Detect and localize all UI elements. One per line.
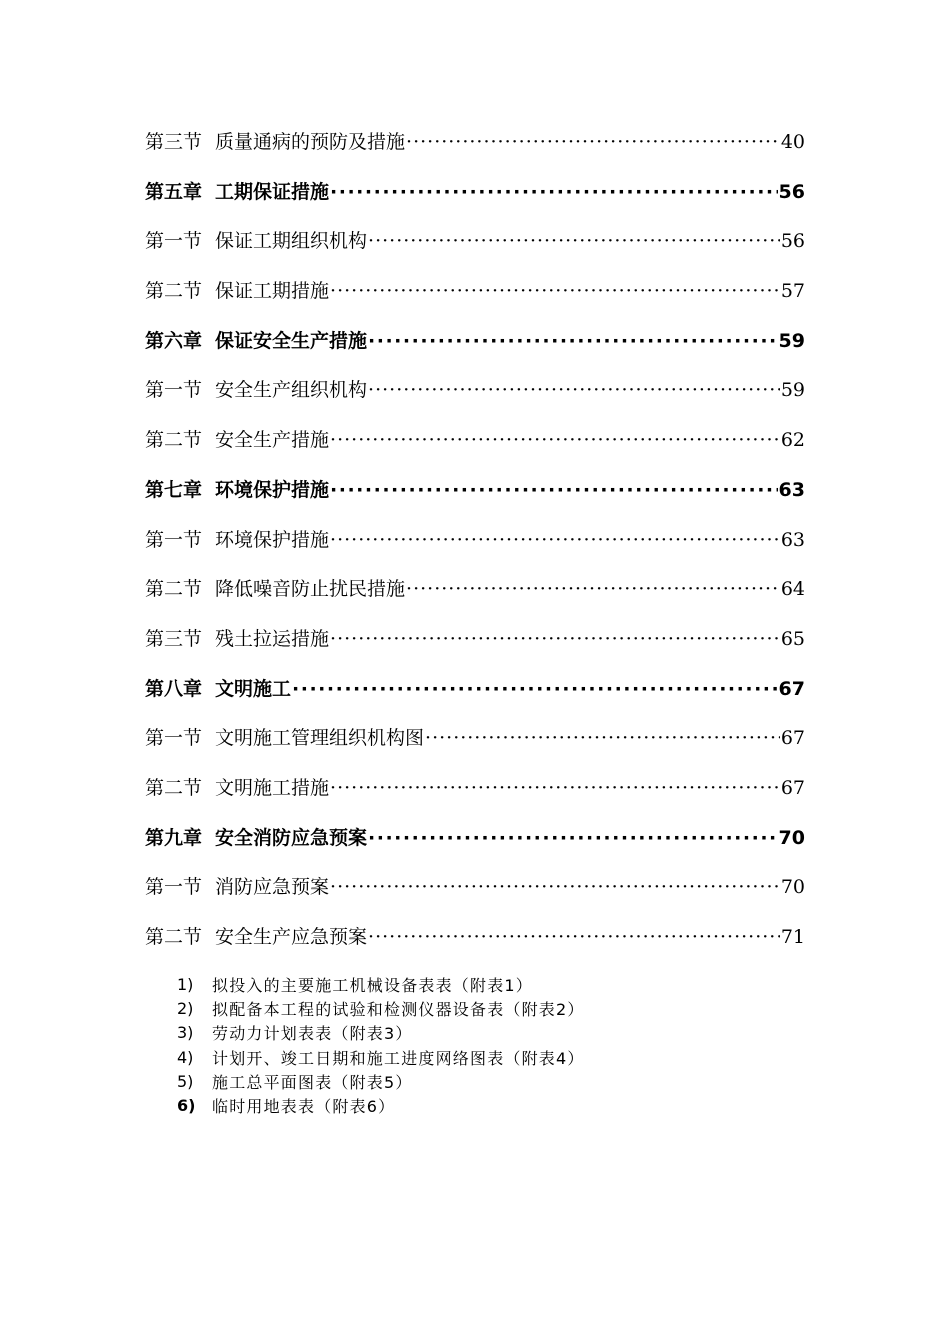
dot-leader (368, 230, 780, 252)
dot-leader (292, 678, 778, 700)
appendix-item (177, 972, 737, 996)
toc-entry-page: 64 (780, 578, 805, 601)
toc-entry-label: 第七章 (145, 478, 203, 501)
toc-chapter-entry[interactable] (145, 326, 805, 376)
toc-entry-page: 70 (778, 826, 805, 849)
toc-entry-title: 环境保护措施 (215, 528, 330, 551)
toc-entry-title: 安全生产应急预案 (215, 926, 368, 948)
toc-entry-page: 63 (778, 478, 805, 501)
toc-entry-page: 56 (780, 230, 805, 253)
toc-entry-page: 57 (780, 280, 805, 303)
appendix-item-number: 5) (177, 1071, 194, 1091)
toc-chapter-entry[interactable] (145, 823, 805, 873)
toc-chapter-entry[interactable] (145, 475, 805, 525)
appendix-item (177, 1045, 737, 1069)
toc-entry-page: 62 (780, 429, 805, 452)
toc-entry-page: 67 (780, 727, 805, 750)
toc-chapter-entry[interactable] (145, 177, 805, 227)
toc-entry-title: 质量通病的预防及措施 (215, 131, 406, 153)
toc-entry-title: 文明施工 (215, 677, 292, 700)
toc-entry-label: 第八章 (145, 677, 203, 700)
toc-entry-label: 第二节 (145, 429, 203, 452)
toc-entry[interactable] (145, 375, 805, 425)
toc-entry-label: 第一节 (145, 528, 203, 551)
toc-entry-label: 第一节 (145, 727, 203, 750)
appendix-list (177, 972, 737, 1118)
toc-entry-page: 40 (780, 131, 805, 153)
toc-entry-title: 保证安全生产措施 (215, 329, 368, 352)
toc-entry[interactable] (145, 624, 805, 674)
appendix-item-text: 拟投入的主要施工机械设备表表（附表1） (212, 975, 533, 995)
appendix-item (177, 1069, 737, 1093)
dot-leader (368, 827, 778, 849)
toc-entry-label: 第一节 (145, 230, 203, 253)
appendix-item-text: 拟配备本工程的试验和检测仪器设备表（附表2） (212, 999, 585, 1019)
dot-leader (330, 777, 780, 799)
toc-entry[interactable] (145, 276, 805, 326)
toc-chapter-entry[interactable] (145, 674, 805, 724)
toc-entry-page: 56 (778, 180, 805, 203)
toc-entry-title: 安全生产措施 (215, 429, 330, 452)
toc-entry[interactable] (145, 723, 805, 773)
dot-leader (330, 181, 778, 203)
toc-entry-page: 67 (780, 776, 805, 799)
toc-entry-label: 第二节 (145, 776, 203, 799)
toc-entry-title: 保证工期组织机构 (215, 230, 368, 253)
toc-entry-label: 第三节 (145, 627, 203, 650)
dot-leader (330, 280, 780, 302)
appendix-item-number: 1) (177, 974, 194, 994)
toc-entry-page: 71 (780, 926, 805, 948)
toc-entry[interactable] (145, 872, 805, 922)
dot-leader (330, 628, 780, 650)
toc-entry-title: 消防应急预案 (215, 876, 330, 899)
toc-entry-label: 第五章 (145, 180, 203, 203)
toc-entry-title: 保证工期措施 (215, 280, 330, 303)
toc-entry-label: 第六章 (145, 329, 203, 352)
toc-entry-label: 第二节 (145, 578, 203, 601)
dot-leader (406, 131, 780, 153)
toc-entry-label: 第九章 (145, 826, 203, 849)
toc-entry-page: 70 (780, 876, 805, 899)
toc-entry[interactable] (145, 127, 805, 177)
toc-entry-title: 安全生产组织机构 (215, 379, 368, 402)
toc-entry[interactable] (145, 574, 805, 624)
appendix-item-number: 3) (177, 1023, 194, 1043)
dot-leader (330, 529, 780, 551)
toc-entry-label: 第三节 (145, 131, 203, 153)
toc-entry-title: 工期保证措施 (215, 180, 330, 203)
toc-entry-label: 第二节 (145, 280, 203, 303)
toc-entry-page: 59 (778, 329, 805, 352)
toc-entry-label: 第一节 (145, 379, 203, 402)
toc-entry-title: 残土拉运措施 (215, 627, 330, 650)
dot-leader (406, 578, 780, 600)
toc-entry-page: 67 (778, 677, 805, 700)
appendix-item-text: 劳动力计划表表（附表3） (212, 1024, 413, 1044)
table-of-contents (145, 127, 805, 972)
appendix-item (177, 996, 737, 1020)
toc-entry-title: 安全消防应急预案 (215, 826, 368, 849)
toc-entry-page: 63 (780, 528, 805, 551)
toc-entry-title: 环境保护措施 (215, 478, 330, 501)
dot-leader (425, 727, 780, 749)
toc-entry[interactable] (145, 226, 805, 276)
toc-entry-title: 文明施工管理组织机构图 (215, 727, 425, 750)
appendix-item (177, 1093, 737, 1117)
toc-entry-title: 降低噪音防止扰民措施 (215, 578, 406, 601)
toc-entry[interactable] (145, 922, 805, 972)
toc-entry-label: 第二节 (145, 926, 203, 948)
appendix-item-number: 4) (177, 1047, 194, 1067)
appendix-item-text: 施工总平面图表（附表5） (212, 1072, 413, 1092)
dot-leader (330, 876, 780, 898)
appendix-item (177, 1021, 737, 1045)
toc-entry[interactable] (145, 525, 805, 575)
dot-leader (330, 429, 780, 451)
toc-entry[interactable] (145, 425, 805, 475)
toc-entry-page: 65 (780, 627, 805, 650)
appendix-item-number: 6) (177, 1096, 196, 1116)
toc-entry-label: 第一节 (145, 876, 203, 899)
dot-leader (330, 479, 778, 501)
dot-leader (368, 379, 780, 401)
toc-entry-page: 59 (780, 379, 805, 402)
appendix-item-number: 2) (177, 998, 194, 1018)
toc-entry-title: 文明施工措施 (215, 776, 330, 799)
dot-leader (368, 926, 780, 948)
dot-leader (368, 330, 778, 352)
appendix-item-text: 计划开、竣工日期和施工进度网络图表（附表4） (212, 1048, 585, 1068)
toc-entry[interactable] (145, 773, 805, 823)
appendix-item-text: 临时用地表表（附表6） (212, 1097, 396, 1117)
